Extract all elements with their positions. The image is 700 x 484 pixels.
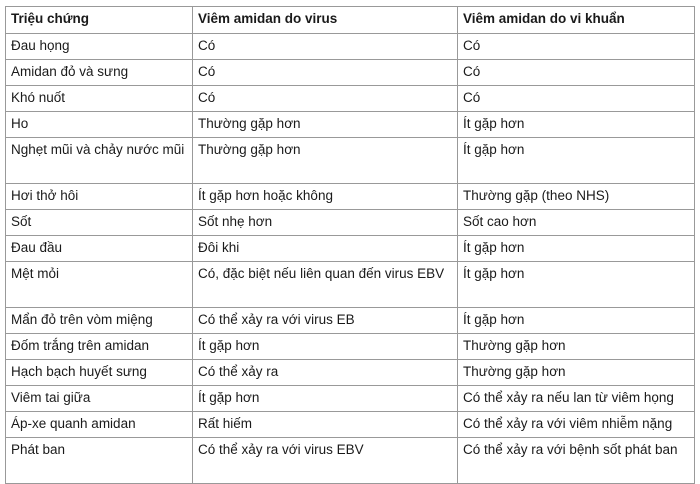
cell-viral: Ít gặp hơn: [193, 386, 458, 412]
cell-symptom: Phát ban: [6, 438, 193, 484]
cell-viral: Có: [193, 86, 458, 112]
table-row: [6, 210, 695, 236]
table-row: [6, 34, 695, 60]
cell-viral: Có thể xảy ra với virus EB: [193, 308, 458, 334]
cell-bacterial: Ít gặp hơn: [458, 138, 695, 184]
cell-bacterial: Có thể xảy ra với bệnh sốt phát ban: [458, 438, 695, 484]
cell-symptom: Áp-xe quanh amidan: [6, 412, 193, 438]
cell-symptom: Sốt: [6, 210, 193, 236]
cell-symptom: Mẩn đỏ trên vòm miệng: [6, 308, 193, 334]
cell-symptom: Amidan đỏ và sưng: [6, 60, 193, 86]
cell-viral: Đôi khi: [193, 236, 458, 262]
table-row: [6, 360, 695, 386]
cell-symptom: Hơi thở hôi: [6, 184, 193, 210]
symptom-comparison-table: [5, 6, 695, 484]
cell-symptom: Ho: [6, 112, 193, 138]
header-viral: Viêm amidan do virus: [193, 7, 458, 34]
cell-viral: Có thể xảy ra: [193, 360, 458, 386]
cell-bacterial: Thường gặp hơn: [458, 360, 695, 386]
cell-viral: Ít gặp hơn hoặc không: [193, 184, 458, 210]
cell-viral: Thường gặp hơn: [193, 112, 458, 138]
cell-viral: Có, đặc biệt nếu liên quan đến virus EBV: [193, 262, 458, 308]
cell-bacterial: Sốt cao hơn: [458, 210, 695, 236]
cell-bacterial: Ít gặp hơn: [458, 236, 695, 262]
table-row: [6, 438, 695, 484]
cell-symptom: Đau đầu: [6, 236, 193, 262]
table-row: [6, 386, 695, 412]
cell-viral: Sốt nhẹ hơn: [193, 210, 458, 236]
table-body: [6, 34, 695, 484]
table-row: [6, 112, 695, 138]
cell-bacterial: Ít gặp hơn: [458, 308, 695, 334]
cell-bacterial: Có: [458, 86, 695, 112]
cell-bacterial: Có: [458, 60, 695, 86]
header-row: [6, 7, 695, 34]
table-row: [6, 334, 695, 360]
cell-symptom: Viêm tai giữa: [6, 386, 193, 412]
table-row: [6, 236, 695, 262]
cell-symptom: Khó nuốt: [6, 86, 193, 112]
cell-bacterial: Có thể xảy ra với viêm nhiễm nặng: [458, 412, 695, 438]
header-symptom: Triệu chứng: [6, 7, 193, 34]
table-row: [6, 262, 695, 308]
cell-symptom: Nghẹt mũi và chảy nước mũi: [6, 138, 193, 184]
cell-bacterial: Có thể xảy ra nếu lan từ viêm họng: [458, 386, 695, 412]
table-row: [6, 86, 695, 112]
cell-viral: Có: [193, 34, 458, 60]
cell-symptom: Đau họng: [6, 34, 193, 60]
cell-symptom: Mệt mỏi: [6, 262, 193, 308]
cell-bacterial: Ít gặp hơn: [458, 112, 695, 138]
header-bacterial: Viêm amidan do vi khuẩn: [458, 7, 695, 34]
table-row: [6, 308, 695, 334]
cell-bacterial: Có: [458, 34, 695, 60]
table-row: [6, 184, 695, 210]
cell-symptom: Đốm trắng trên amidan: [6, 334, 193, 360]
cell-viral: Thường gặp hơn: [193, 138, 458, 184]
table-header: [6, 7, 695, 34]
cell-viral: Ít gặp hơn: [193, 334, 458, 360]
cell-viral: Có: [193, 60, 458, 86]
table-row: [6, 60, 695, 86]
cell-bacterial: Thường gặp hơn: [458, 334, 695, 360]
table-row: [6, 412, 695, 438]
cell-bacterial: Ít gặp hơn: [458, 262, 695, 308]
cell-symptom: Hạch bạch huyết sưng: [6, 360, 193, 386]
cell-viral: Rất hiếm: [193, 412, 458, 438]
table-row: [6, 138, 695, 184]
cell-bacterial: Thường gặp (theo NHS): [458, 184, 695, 210]
cell-viral: Có thể xảy ra với virus EBV: [193, 438, 458, 484]
